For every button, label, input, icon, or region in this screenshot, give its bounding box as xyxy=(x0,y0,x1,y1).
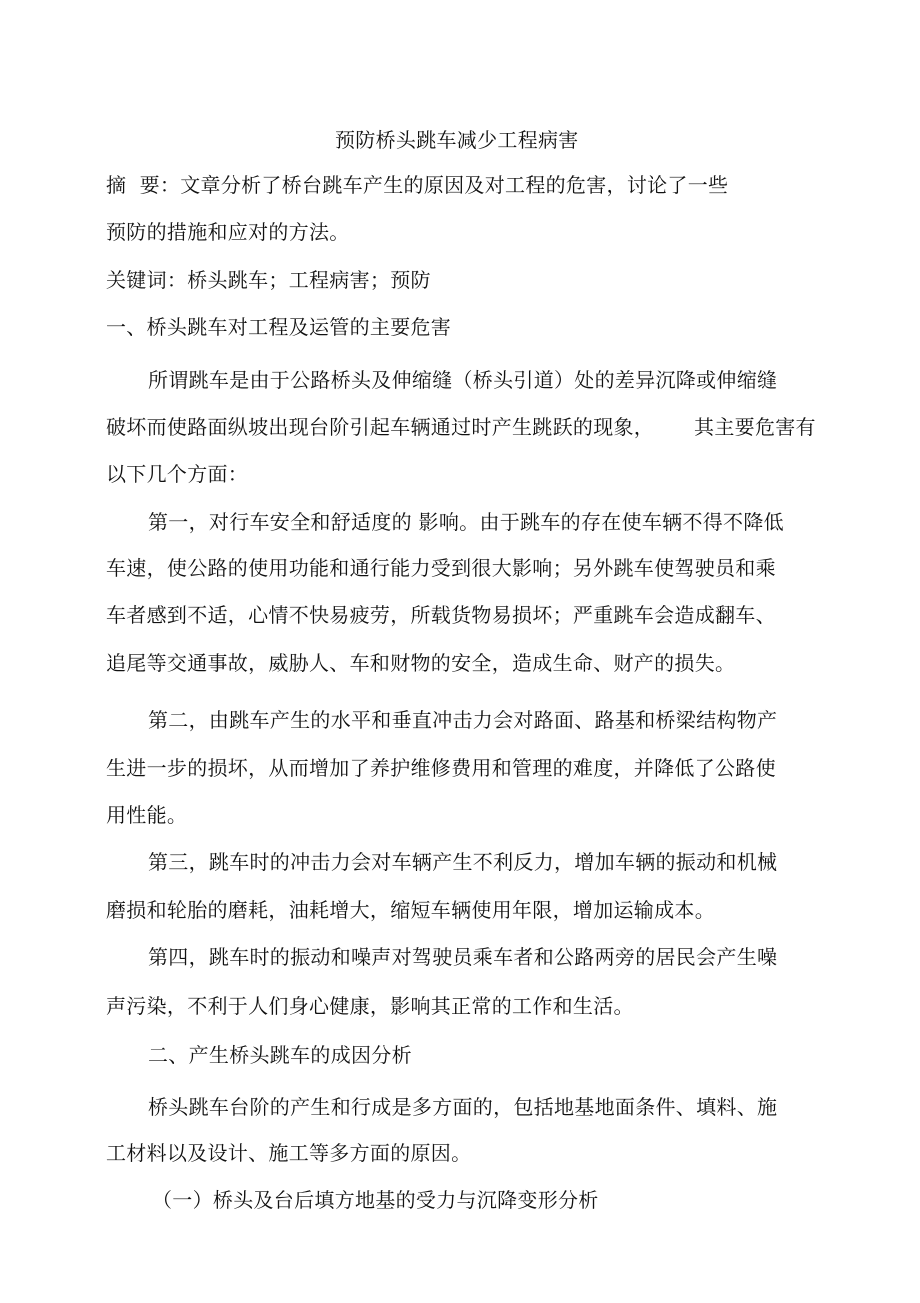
paragraph-line: 破坏而使路面纵坡出现台阶引起车辆通过时产生跳跃的现象， 其主要危害有 xyxy=(106,415,816,439)
paragraph-line: 第三，跳车时的冲击力会对车辆产生不利反力，增加车辆的振动和机械 xyxy=(148,850,778,874)
section-heading: 一、桥头跳车对工程及运管的主要危害 xyxy=(106,315,452,339)
paragraph-line: 工材料以及设计、施工等多方面的原因。 xyxy=(106,1141,472,1165)
paragraph-line: 第四，跳车时的振动和噪声对驾驶员乘车者和公路两旁的居民会产生噪 xyxy=(148,945,778,969)
paragraph-line: 磨损和轮胎的磨耗，油耗增大，缩短车辆使用年限，增加运输成本。 xyxy=(106,898,715,922)
paragraph-line: 第二，由跳车产生的水平和垂直冲击力会对路面、路基和桥梁结构物产 xyxy=(148,708,778,732)
section-heading: 二、产生桥头跳车的成因分析 xyxy=(148,1043,412,1067)
paragraph-line: 桥头跳车台阶的产生和行成是多方面的，包括地基地面条件、填料、施 xyxy=(148,1095,778,1119)
paragraph-line: 所谓跳车是由于公路桥头及伸缩缝（桥头引道）处的差异沉降或伸缩缝 xyxy=(148,368,778,392)
paragraph-line: 追尾等交通事故，威胁人、车和财物的安全，造成生命、财产的损失。 xyxy=(106,651,736,675)
paragraph-line: 用性能。 xyxy=(106,803,188,827)
subsection-heading: （一）桥头及台后填方地基的受力与沉降变形分析 xyxy=(152,1188,599,1212)
document-title: 预防桥头跳车减少工程病害 xyxy=(335,128,579,152)
paragraph-line: 第一，对行车安全和舒适度的 影响。由于跳车的存在使车辆不得不降低 xyxy=(148,510,784,534)
paragraph-line: 车速，使公路的使用功能和通行能力受到很大影响；另外跳车使驾驶员和乘 xyxy=(106,556,776,580)
abstract-line: 预防的措施和应对的方法。 xyxy=(106,220,350,244)
paragraph-line: 车者感到不适，心情不快易疲劳，所载货物易损坏；严重跳车会造成翻车、 xyxy=(106,603,776,627)
paragraph-line: 生进一步的损坏，从而增加了养护维修费用和管理的难度，并降低了公路使 xyxy=(106,756,776,780)
keywords: 关键词：桥头跳车；工程病害；预防 xyxy=(106,268,431,292)
abstract-line: 摘 要：文章分析了桥台跳车产生的原因及对工程的危害，讨论了一些 xyxy=(106,173,729,197)
paragraph-line: 声污染，不利于人们身心健康，影响其正常的工作和生活。 xyxy=(106,994,634,1018)
paragraph-line: 以下几个方面： xyxy=(106,462,249,486)
